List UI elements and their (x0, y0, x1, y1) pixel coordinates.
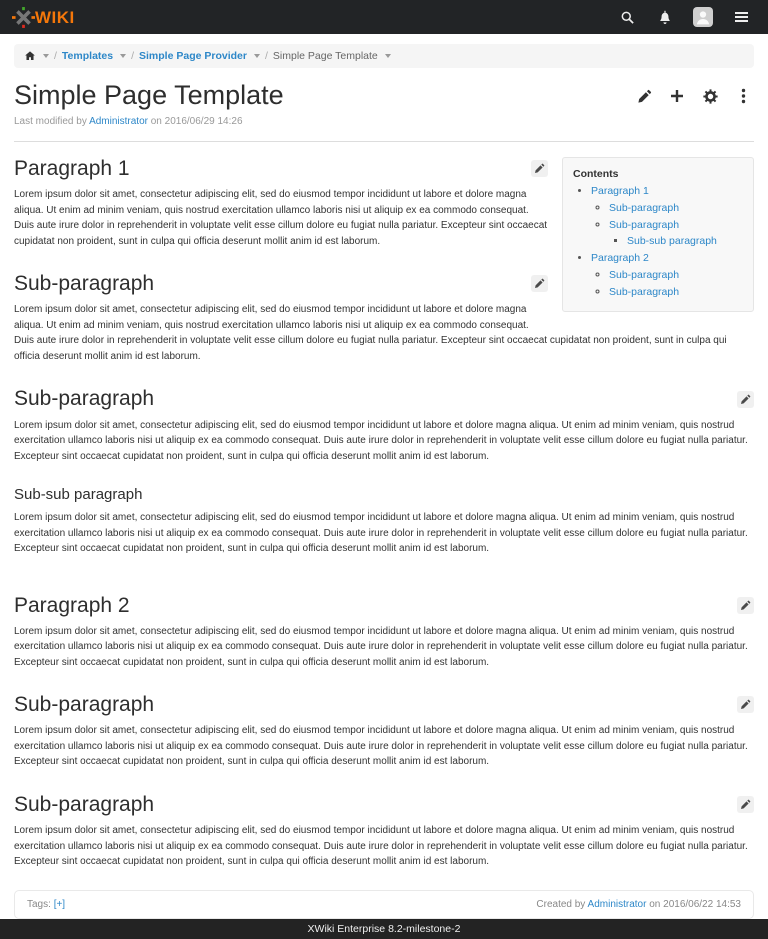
toc-item (609, 218, 743, 250)
notifications-button[interactable] (650, 4, 680, 30)
section-body: Lorem ipsum dolor sit amet, consectetur adipiscing elit, sed do eiusmod tempor incididunt ut labore et dolore magna aliqua. Ut enim ad minim veniam, quis nostrud exercitation ullamco laboris nisi ut aliquip ex ea commodo consequat. Duis aute irure dolor in reprehenderit in voluptate velit esse cillum dolore eu fugiat nulla pariatur. Excepteur sint occaecat cupidatat non proident, sunt in culpa qui officia deserunt mollit anim id est laborum. (14, 189, 548, 247)
section-body: Lorem ipsum dolor sit amet, consectetur adipiscing elit, sed do eiusmod tempor incididunt ut labore et dolore magna aliqua. Ut enim ad minim veniam, quis nostrud exercitation ullamco laboris nisi ut aliquip ex ea commodo consequat. Duis aute irure dolor in reprehenderit in voluptate velit esse cillum dolore eu fugiat nulla pariatur. Excepteur sint occaecat cupidatat non proident, sunt in culpa qui officia deserunt mollit anim id est laborum. (14, 512, 748, 555)
section-body: Lorem ipsum dolor sit amet, consectetur adipiscing elit, sed do eiusmod tempor incididunt ut labore et dolore magna aliqua. Ut enim ad minim veniam, quis nostrud exercitation ullamco laboris nisi ut aliquip ex ea commodo consequat. Duis aute irure dolor in reprehenderit in voluptate velit esse cillum dolore eu fugiat nulla pariatur. Excepteur sint occaecat cupidatat non proident, sunt in culpa qui officia deserunt mollit anim id est laborum. (14, 825, 748, 868)
section-sub-paragraph-2 (14, 386, 754, 464)
section-heading: Sub-sub paragraph (14, 486, 143, 504)
modified-prefix: Last modified by (14, 116, 87, 128)
breadcrumb-link-templates[interactable]: Templates (61, 50, 114, 62)
section-sub-sub-paragraph (14, 486, 754, 557)
xwiki-x-icon (12, 6, 35, 29)
chevron-down-icon[interactable] (254, 54, 260, 58)
page-title: Simple Page Template (14, 80, 284, 110)
breadcrumb-current-page: Simple Page Template (272, 50, 378, 62)
breadcrumb-separator: / (131, 50, 135, 62)
logo-wordmark: WIKI (35, 7, 75, 27)
section-edit-button[interactable] (737, 696, 754, 713)
pencil-icon (740, 394, 751, 405)
section-heading: Sub-paragraph (14, 693, 155, 717)
breadcrumb (14, 44, 754, 68)
chevron-down-icon[interactable] (385, 54, 391, 58)
section-body: Lorem ipsum dolor sit amet, consectetur adipiscing elit, sed do eiusmod tempor incididunt ut labore et dolore magna aliqua. Ut enim ad minim veniam, quis nostrud exercitation ullamco laboris nisi ut aliquip ex ea commodo consequat. Duis aute irure dolor in reprehenderit in voluptate velit esse cillum dolore eu fugiat nulla pariatur. Excepteur sint occaecat cupidatat non proident, sunt in culpa qui officia deserunt mollit anim id est laborum. (14, 625, 748, 668)
settings-button[interactable] (699, 85, 721, 107)
search-button[interactable] (612, 4, 642, 30)
chevron-down-icon[interactable] (120, 54, 126, 58)
breadcrumb-link-simple-page-provider[interactable]: Simple Page Provider (139, 50, 247, 62)
chevron-down-icon[interactable] (43, 54, 49, 58)
section-edit-button[interactable] (737, 796, 754, 813)
modified-author-link[interactable]: Administrator (89, 116, 148, 128)
xwiki-logo[interactable] (12, 6, 75, 29)
search-icon (620, 10, 635, 25)
table-of-contents (562, 157, 754, 312)
toc-link-paragraph-2[interactable]: Paragraph 2 (591, 252, 649, 265)
toc-link-sub-paragraph[interactable]: Sub-paragraph (609, 285, 680, 298)
tags-area (27, 899, 65, 910)
toc-item (609, 201, 743, 216)
toc-link-sub-paragraph[interactable]: Sub-paragraph (609, 201, 680, 214)
toc-link-sub-sub-paragraph[interactable]: Sub-sub paragraph (627, 235, 717, 248)
toc-link-paragraph-1[interactable]: Paragraph 1 (591, 185, 649, 198)
section-heading: Sub-paragraph (14, 272, 155, 296)
version-footer-bar: XWiki Enterprise 8.2-milestone-2 (0, 919, 768, 939)
user-icon (694, 8, 712, 26)
section-paragraph-2 (14, 593, 754, 671)
drawer-menu-button[interactable] (726, 4, 756, 30)
home-icon (24, 50, 36, 62)
section-edit-button[interactable] (531, 160, 548, 177)
section-body: Lorem ipsum dolor sit amet, consectetur adipiscing elit, sed do eiusmod tempor incididunt ut labore et dolore magna aliqua. Ut enim ad minim veniam, quis nostrud exercitation ullamco laboris nisi ut aliquip ex ea commodo consequat. Duis aute irure dolor in reprehenderit in voluptate velit esse cillum dolore eu fugiat nulla pariatur. Excepteur sint occaecat cupidatat non proident, sunt in culpa qui officia deserunt mollit anim id est laborum. (14, 419, 748, 462)
document-content (14, 142, 754, 870)
page-container (0, 34, 768, 919)
gear-icon (703, 89, 718, 104)
section-body: Lorem ipsum dolor sit amet, consectetur adipiscing elit, sed do eiusmod tempor incididunt ut labore et dolore magna aliqua. Ut enim ad minim veniam, quis nostrud exercitation ullamco laboris nisi ut aliquip ex ea commodo consequat. Duis aute irure dolor in reprehenderit in voluptate velit esse cillum dolore eu fugiat nulla pariatur. Excepteur sint occaecat cupidatat non proident, sunt in culpa qui officia deserunt mollit anim id est laborum. (14, 725, 748, 768)
pencil-icon (740, 699, 751, 710)
created-date: on 2016/06/22 14:53 (649, 898, 741, 910)
document-footer (14, 890, 754, 919)
last-modified-line (14, 116, 754, 127)
user-menu-button[interactable] (688, 4, 718, 30)
modified-date: on 2016/06/29 14:26 (150, 116, 243, 128)
toc-item (627, 234, 743, 249)
add-tag-button[interactable]: [+] (53, 898, 66, 910)
avatar (693, 7, 713, 27)
toc-item (591, 184, 743, 249)
kebab-menu-icon (741, 88, 746, 104)
pencil-icon (534, 278, 545, 289)
document-header (14, 80, 754, 142)
breadcrumb-separator: / (264, 50, 268, 62)
created-prefix: Created by (536, 898, 586, 910)
section-edit-button[interactable] (737, 597, 754, 614)
section-heading: Sub-paragraph (14, 792, 155, 816)
plus-icon (669, 88, 685, 104)
toc-link-sub-paragraph[interactable]: Sub-paragraph (609, 218, 680, 231)
section-edit-button[interactable] (531, 275, 548, 292)
toc-item (609, 268, 743, 283)
pencil-icon (740, 799, 751, 810)
pencil-icon (534, 163, 545, 174)
section-sub-paragraph-3 (14, 692, 754, 770)
toc-item (591, 251, 743, 300)
hamburger-icon (735, 10, 748, 24)
toc-item (609, 285, 743, 300)
pencil-icon (740, 600, 751, 611)
more-actions-button[interactable] (732, 85, 754, 107)
toc-link-sub-paragraph[interactable]: Sub-paragraph (609, 268, 680, 281)
section-sub-paragraph-4 (14, 792, 754, 870)
edit-button[interactable] (633, 85, 655, 107)
create-button[interactable] (666, 85, 688, 107)
section-body: Lorem ipsum dolor sit amet, consectetur adipiscing elit, sed do eiusmod tempor incididunt ut labore et dolore magna aliqua. Ut enim ad minim veniam, quis nostrud exercitation ullamco laboris nisi ut aliquip ex ea commodo consequat. Duis aute irure dolor in reprehenderit in voluptate velit esse cillum dolore eu fugiat nulla pariatur. Excepteur sint occaecat cupidatat non proident, sunt in culpa qui officia deserunt mollit anim id est laborum. (14, 304, 727, 362)
section-heading: Sub-paragraph (14, 387, 155, 411)
section-heading: Paragraph 2 (14, 593, 130, 617)
document-actions (633, 85, 754, 107)
toc-title: Contents (573, 168, 619, 181)
breadcrumb-home-link[interactable] (24, 50, 36, 62)
section-edit-button[interactable] (737, 391, 754, 408)
created-author-link[interactable]: Administrator (587, 898, 647, 910)
section-heading: Paragraph 1 (14, 157, 130, 181)
created-line (536, 899, 741, 910)
bell-icon (658, 10, 672, 25)
top-navbar (0, 0, 768, 34)
pencil-icon (637, 89, 652, 104)
tags-label: Tags: (27, 898, 51, 910)
navbar-actions (612, 4, 756, 30)
breadcrumb-separator: / (54, 50, 57, 62)
